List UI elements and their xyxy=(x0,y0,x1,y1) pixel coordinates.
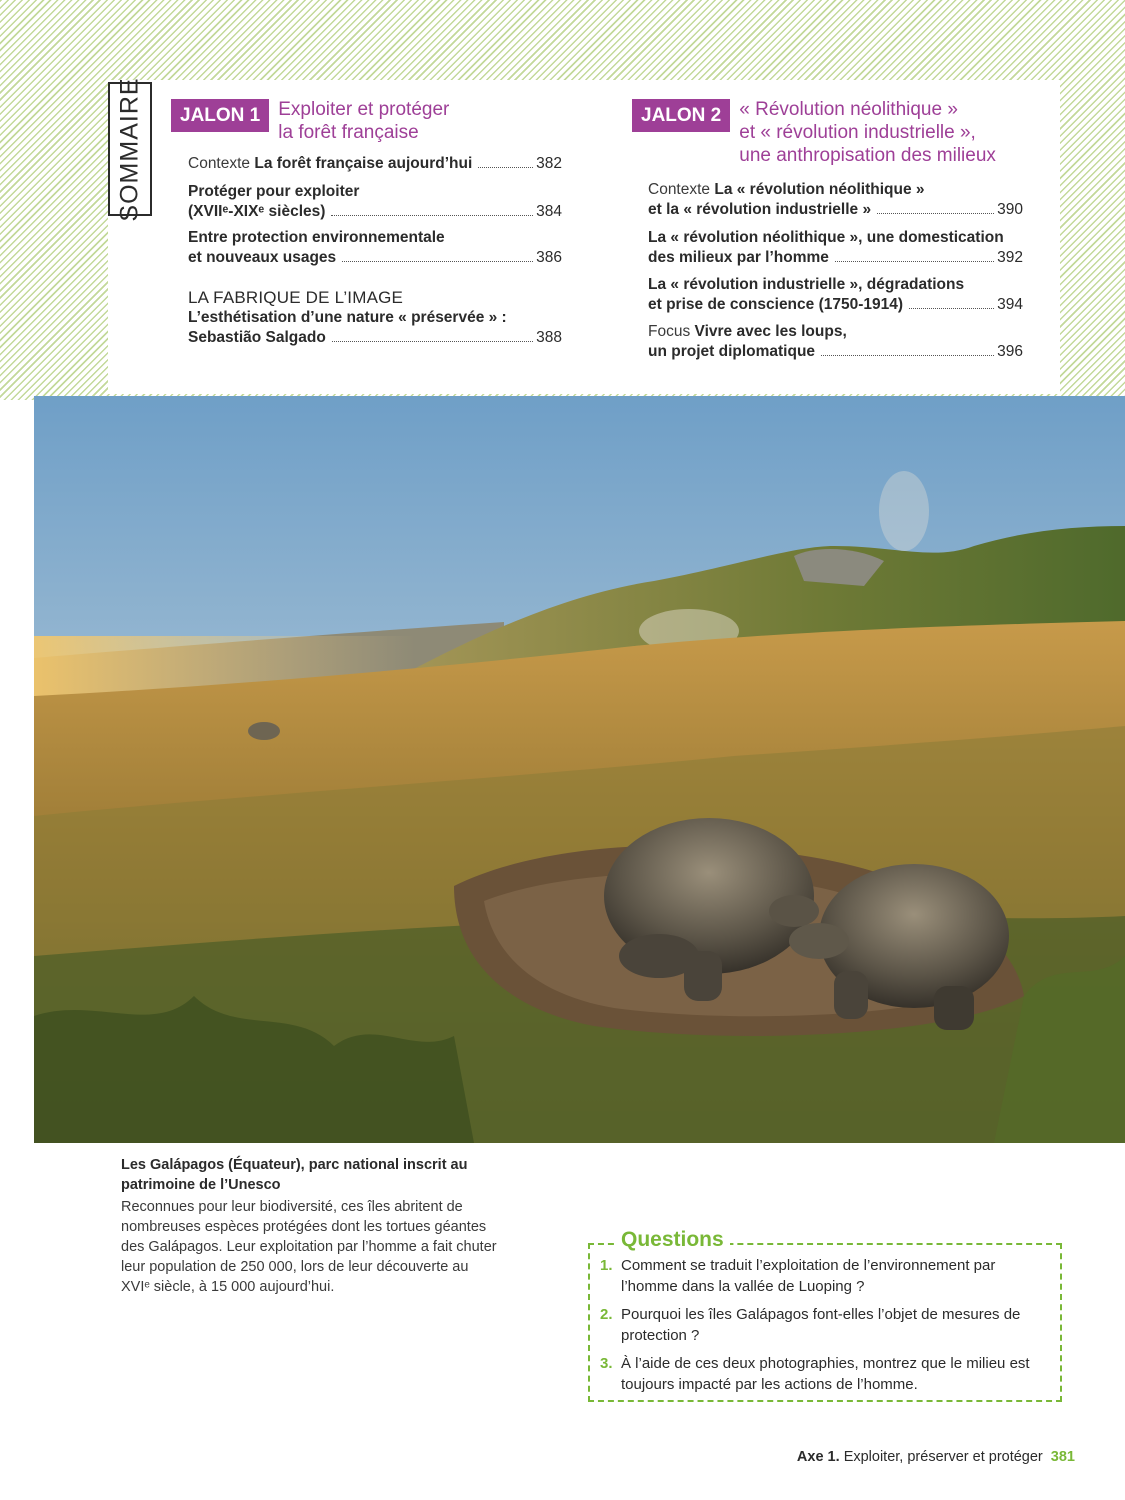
question-text: À l’aide de ces deux photographies, montrez que le milieu est toujours impacté par les actions de l’homme. xyxy=(621,1355,1030,1393)
leader-dots xyxy=(478,167,533,168)
toc-entry-revolution-neolithique[interactable]: La « révolution néolithique », une domestication des milieux par l’homme 392 xyxy=(648,229,1023,266)
jalon1-column xyxy=(171,98,566,358)
caption-body: Reconnues pour leur biodiversité, ces îles abritent de nombreuses espèces protégées dont les tortues géantes des Galápagos. Leur exploitation par l’homme a fait chuter leur population de 250 000, lors de leur découverte au XVIᵉ siècle, à 15 000 aujourd’hui. xyxy=(121,1199,497,1295)
questions-list xyxy=(600,1255,1050,1402)
page-number: 394 xyxy=(997,296,1023,313)
leader-dots xyxy=(342,261,533,262)
question-item xyxy=(600,1304,1050,1346)
sommaire-label: SOMMAIRE xyxy=(115,76,144,222)
questions-title: Questions xyxy=(615,1228,730,1252)
question-number: 3. xyxy=(600,1355,613,1372)
toc-entry-fabrique-image[interactable]: LA FABRIQUE DE L’IMAGE L’esthétisation d’une nature « préservée » : Sebastião Salgado 388 xyxy=(188,288,562,346)
toc-entry-proteger-pour-exploiter[interactable]: Protéger pour exploiter (XVIIᵉ-XIXᵉ siècles) 384 xyxy=(188,183,562,220)
page-number: 390 xyxy=(997,201,1023,218)
leader-dots xyxy=(835,261,994,262)
questions-box xyxy=(588,1228,1062,1402)
jalon1-badge: JALON 1 xyxy=(171,99,269,132)
caption-title: Les Galápagos (Équateur), parc national inscrit au patrimoine de l’Unesco xyxy=(121,1157,468,1193)
page-number: 388 xyxy=(536,329,562,346)
photo-caption xyxy=(121,1155,501,1297)
jalon1-header xyxy=(171,98,566,144)
toc-entry-contexte-revolutions[interactable]: Contexte La « révolution néolithique » et la « révolution industrielle » 390 xyxy=(648,181,1023,218)
footer-page-number: 381 xyxy=(1050,1449,1075,1465)
leader-dots xyxy=(331,215,533,216)
footer-axe: Axe 1. xyxy=(796,1449,840,1465)
toc-entry-focus-loups[interactable]: Focus Vivre avec les loups, un projet diplomatique 396 xyxy=(648,323,1023,360)
jalon1-title[interactable]: Exploiter et protéger la forêt française xyxy=(278,99,450,143)
toc-entry-protection-environnementale[interactable]: Entre protection environnementale et nouveaux usages 386 xyxy=(188,229,562,266)
question-item xyxy=(600,1255,1050,1297)
jalon2-badge: JALON 2 xyxy=(632,99,730,132)
leader-dots xyxy=(821,355,994,356)
question-number: 2. xyxy=(600,1306,613,1323)
page-number: 384 xyxy=(536,203,562,220)
leader-dots xyxy=(909,308,994,309)
footer-title: Exploiter, préserver et protéger xyxy=(843,1449,1043,1465)
toc-entry-foret-aujourdhui[interactable]: Contexte La forêt française aujourd’hui 382 xyxy=(188,155,562,172)
jalon2-header xyxy=(632,98,1027,167)
sommaire-vertical-title xyxy=(108,76,152,222)
jalon2-title[interactable]: « Révolution néolithique » et « révolution industrielle », une anthropisation des milieux xyxy=(739,99,996,166)
page-number: 386 xyxy=(536,249,562,266)
question-text: Pourquoi les îles Galápagos font-elles l’objet de mesures de protection ? xyxy=(621,1306,1021,1344)
question-number: 1. xyxy=(600,1257,613,1274)
page-footer xyxy=(797,1449,1075,1465)
toc-entry-revolution-industrielle[interactable]: La « révolution industrielle », dégradations et prise de conscience (1750-1914) 394 xyxy=(648,276,1023,313)
page-number: 392 xyxy=(997,249,1023,266)
jalon2-column xyxy=(632,98,1027,368)
galapagos-photograph xyxy=(34,396,1125,1143)
question-text: Comment se traduit l’exploitation de l’environnement par l’homme dans la vallée de Luoping ? xyxy=(621,1257,996,1295)
page-number: 396 xyxy=(997,343,1023,360)
question-item xyxy=(600,1353,1050,1395)
fabrique-heading: LA FABRIQUE DE L’IMAGE xyxy=(188,288,404,307)
leader-dots xyxy=(332,341,533,342)
leader-dots xyxy=(877,213,994,214)
page-number: 382 xyxy=(536,155,562,172)
